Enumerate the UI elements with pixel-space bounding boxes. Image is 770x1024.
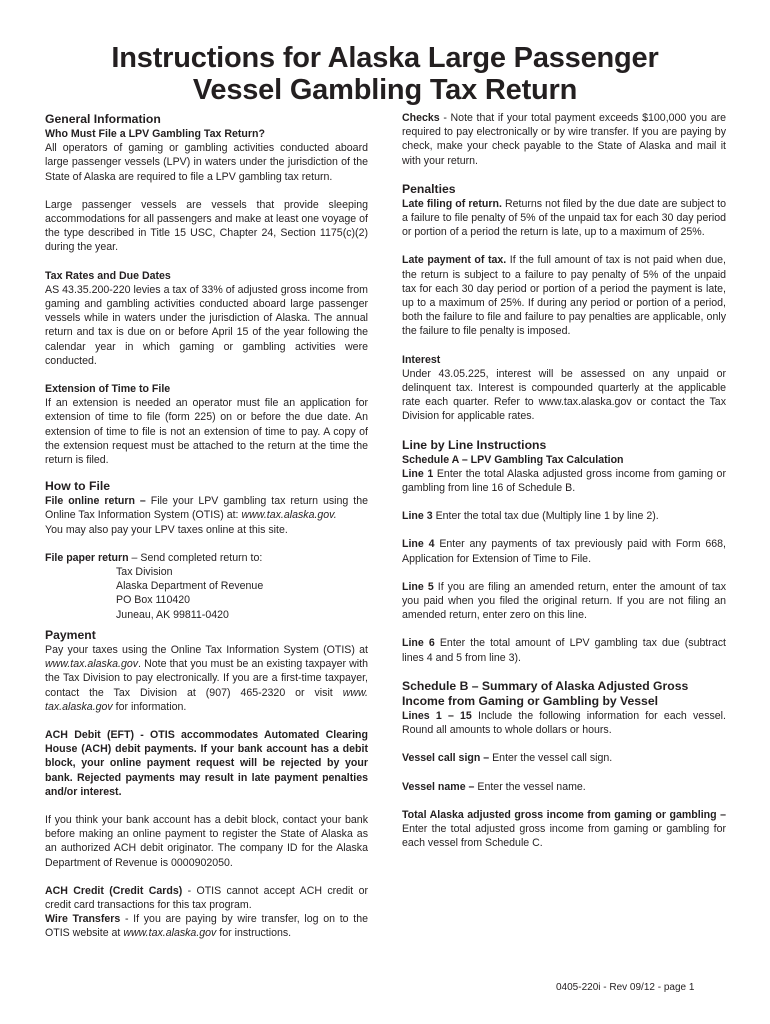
line-3-label: Line 3 xyxy=(402,510,433,523)
line-4-text: Enter any payments of tax previously paid with Form 668, Application for Extension of Time to File. xyxy=(402,538,726,565)
line-3-text: Enter the total tax due (Multiply line 1 by line 2). xyxy=(432,510,659,523)
extension-text: If an extension is needed an operator must file an application for extension of time to file (form 225) on or before the due date. An extension of time to file is not an extension of time to pay. A copy of the extension request must be attached to the return at the time the return is filed. xyxy=(45,397,368,467)
checks-paragraph xyxy=(402,111,726,168)
file-paper-text: – Send completed return to: xyxy=(128,551,263,564)
line-6-paragraph xyxy=(402,636,726,664)
general-para-1: All operators of gaming or gambling activities conducted aboard large passenger vessels (LPV) in waters under the jurisdiction of the State of Alaska are required to file a LPV gambling tax return. xyxy=(45,142,368,183)
late-filing-paragraph xyxy=(402,197,726,240)
line-4-label: Line 4 xyxy=(402,538,435,551)
payment-heading: Payment xyxy=(45,627,96,642)
payment-link-1[interactable]: www.tax.alaska.gov xyxy=(45,658,139,671)
total-agi-label: Total Alaska adjusted gross income from gaming or gambling – xyxy=(402,808,726,821)
file-online-label: File online return – xyxy=(45,495,146,508)
payment-link-2[interactable]: www. tax.alaska.gov xyxy=(45,686,368,713)
payment-text-1: Pay your taxes using the Online Tax Information System (OTIS) at xyxy=(45,643,368,656)
line-4-paragraph xyxy=(402,537,726,565)
right-column xyxy=(402,111,726,850)
line-6-text: Enter the total amount of LPV gambling tax due (subtract lines 4 and 5 from line 3). xyxy=(402,637,726,664)
line-1-text: Enter the total Alaska adjusted gross income from gaming or gambling from line 16 of Schedule B. xyxy=(402,467,726,495)
debit-block-paragraph: If you think your bank account has a debit block, contact your bank before making an online payment to register the State of Alaska as an authorized ACH debit originator. The company ID for the Alaska Department of Revenue is 0000902050. xyxy=(45,813,368,869)
address-line: PO Box 110420 xyxy=(116,594,191,607)
left-column xyxy=(45,112,368,941)
line-5-paragraph xyxy=(402,580,726,623)
mailing-address xyxy=(45,565,368,622)
checks-label: Checks xyxy=(402,112,440,124)
ach-credit-text: - OTIS cannot accept ACH credit or credit card transactions for this tax program. xyxy=(45,884,368,911)
vessel-call-sign-text: Enter the vessel call sign. xyxy=(489,752,613,765)
vessel-name-paragraph xyxy=(402,780,726,794)
title-line-1: Instructions for Alaska Large Passenger xyxy=(111,42,659,74)
vessel-name-label: Vessel name – xyxy=(402,780,475,793)
vessel-name-text: Enter the vessel name. xyxy=(474,780,586,793)
file-paper-label: File paper return xyxy=(45,551,129,564)
page-footer: 0405-220i - Rev 09/12 - page 1 xyxy=(556,982,695,993)
line-5-text: If you are filing an amended return, enter the amount of tax you paid when you filed the original return. If you are not filing an amended return, enter zero on this line. xyxy=(402,580,726,622)
payment-text-2: . Note that you must be an existing taxpayer with the Tax Division to pay electronically. If you are a first-time taxpayer, contact the Tax Division at (907) 465-2320 or visit xyxy=(45,658,368,699)
title-line-2: Vessel Gambling Tax Return xyxy=(192,74,578,106)
who-must-file-heading: Who Must File a LPV Gambling Tax Return? xyxy=(45,128,265,140)
late-filing-text: Returns not filed by the due date are subject to a failure to file penalty of 5% of the unpaid tax for each 30 day period or portion of a period the return is late, up to a maximum of 25%. xyxy=(402,197,726,239)
file-paper-paragraph xyxy=(45,551,368,565)
vessel-call-sign-label: Vessel call sign – xyxy=(402,752,490,765)
line-1-paragraph xyxy=(402,467,726,495)
payment-paragraph xyxy=(45,643,368,714)
tax-site-link[interactable]: www.tax.alaska.gov. xyxy=(241,509,337,522)
general-info-heading: General Information xyxy=(45,112,161,126)
interest-text: Under 43.05.225, interest will be assessed on any unpaid or delinquent tax. Interest is compounded quarterly at the applicable rate each quarter. Refer to www.tax.alaska.gov or contact the Tax Division for applicable rates. xyxy=(402,367,726,423)
ach-credit-paragraph xyxy=(45,884,368,912)
wire-transfers-label: Wire Transfers xyxy=(45,913,121,926)
payment-text-3: for information. xyxy=(112,700,187,713)
interest-heading: Interest xyxy=(402,353,441,366)
line-by-line-heading: Line by Line Instructions xyxy=(402,437,547,452)
wire-transfers-paragraph xyxy=(45,912,368,940)
lines-1-15-label: Lines 1 – 15 xyxy=(402,709,472,722)
extension-heading: Extension of Time to File xyxy=(45,383,171,396)
line-1-label: Line 1 xyxy=(402,467,434,480)
ach-credit-label: ACH Credit (Credit Cards) xyxy=(45,884,183,897)
checks-text: - Note that if your total payment exceeds $100,000 you are required to pay electronically or by wire transfer. If you are paying by check, make your check payable to the State of Alaska and mail it with your return. xyxy=(402,112,726,167)
total-agi-paragraph xyxy=(402,808,726,851)
line-5-label: Line 5 xyxy=(402,580,434,593)
wire-transfers-text-1: - If you are paying by wire transfer, log on to the OTIS website at xyxy=(45,913,368,940)
lines-1-15-text: Include the following information for each vessel. Round all amounts to whole dollars or hours. xyxy=(402,709,726,737)
vessel-call-sign-paragraph xyxy=(402,751,726,765)
file-online-text-2: You may also pay your LPV taxes online at this site. xyxy=(45,523,288,536)
file-online-paragraph xyxy=(45,494,368,537)
late-filing-label: Late filing of return. xyxy=(402,197,502,210)
line-3-paragraph xyxy=(402,509,726,523)
tax-rates-text: AS 43.35.200-220 levies a tax of 33% of adjusted gross income from gaming and gambling activities conducted aboard large passenger vessels while in waters under the jurisdiction of Alaska. The annual return and tax is due on or before April 15 of the year following the calendar year in which gaming or gambling activities were conducted. xyxy=(45,283,368,367)
penalties-heading: Penalties xyxy=(402,181,456,196)
page-title xyxy=(0,42,770,106)
tax-rates-heading: Tax Rates and Due Dates xyxy=(45,269,171,282)
file-online-text: File your LPV gambling tax return using the Online Tax Information System (OTIS) at: xyxy=(45,495,368,522)
wire-transfers-text-2: for instructions. xyxy=(216,927,292,940)
late-payment-text: If the full amount of tax is not paid when due, the return is subject to a failure to pay penalty of 5% of the unpaid tax for each 30 day period or portion of a period the payment is late, up to a maximum of 25%. If during any period or portion of a period, both the failure to file and failure to pay penalties are applicable, only the failure to file penalty is imposed. xyxy=(402,254,726,338)
lines-1-15-paragraph xyxy=(402,709,726,737)
wire-transfers-link[interactable]: www.tax.alaska.gov xyxy=(123,927,217,940)
address-line: Juneau, AK 99811-0420 xyxy=(116,608,229,621)
address-line: Tax Division xyxy=(116,566,173,579)
schedule-a-heading: Schedule A – LPV Gambling Tax Calculation xyxy=(402,453,624,466)
general-para-2: Large passenger vessels are vessels that provide sleeping accommodations for all passengers and make at least one voyage of the type described in Title 15 USC, Chapter 24, Section 1175(c)(2) during the year. xyxy=(45,198,368,254)
line-6-label: Line 6 xyxy=(402,637,435,650)
late-payment-label: Late payment of tax. xyxy=(402,254,507,267)
how-to-file-heading: How to File xyxy=(45,479,110,494)
schedule-b-heading: Schedule B – Summary of Alaska Adjusted Gross Income from Gaming or Gambling by Vessel xyxy=(402,678,689,708)
address-line: Alaska Department of Revenue xyxy=(116,580,264,593)
ach-debit-paragraph: ACH Debit (EFT) - OTIS accommodates Automated Clearing House (ACH) debit payments. If your bank account has a debit block, your online payment request will be rejected by your bank. Rejected payments may result in late payment penalties and/or interest. xyxy=(45,728,368,798)
late-payment-paragraph xyxy=(402,253,726,338)
total-agi-text: Enter the total adjusted gross income from gaming or gambling for each vessel from Schedule C. xyxy=(402,822,726,850)
